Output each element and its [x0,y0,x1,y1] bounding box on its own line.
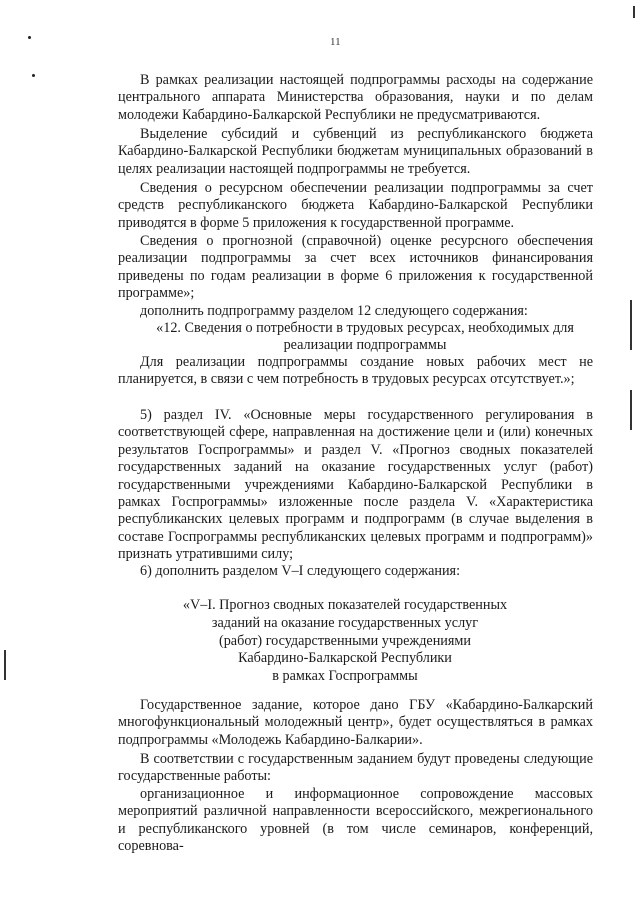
paragraph-4: Сведения о прогнозной (справочной) оценке ресурсного обеспечения реализации подпрограммы за счет всех источников финансирования приведены по годам реализации в форме 6 приложения к государственной программе»; [118,233,593,302]
scan-dot-2 [32,74,35,77]
heading-line-4: Кабардино-Балкарской Республики [238,650,452,667]
heading-line-3: (работ) государственными учреждениями [218,632,471,649]
paragraph-5: дополнить подпрограмму разделом 12 следующего содержания: [140,303,528,319]
paragraph-12: В соответствии с государственным заданием будут проведены следующие государственные работы: [118,751,593,785]
paragraph-7: Для реализации подпрограммы создание новых рабочих мест не планируется, в связи с чем потребность в трудовых ресурсах отсутствует.»; [118,354,593,388]
section-v-i-heading [150,597,540,686]
paragraph-2: Выделение субсидий и субвенций из республиканского бюджета Кабардино-Балкарской Республики бюджетам муниципальных образований в целях реализации настоящей подпрограммы не требуется. [118,126,593,177]
heading-line-5: в рамках Госпрограммы [272,668,418,685]
paragraph-8: 5) раздел IV. «Основные меры государственного регулирования в соответствующей сфере, направленная на достижение цели и (или) конечных результатов Госпрограммы» и раздел V. «Прогноз сводных показателей государственных заданий на оказание государственных услуг (работ) государственными учреждениями Кабардино-Балкарской Республики в рамках Госпрограммы» изложенные после раздела V. «Характеристика республиканских целевых программ и подпрограмм (в случае выделения в составе Госпрограммы республиканских целевых программ и подпрограмм)» признать утратившими силу; [118,407,593,563]
heading-line-1: «V–I. Прогноз сводных показателей государственных [182,597,508,613]
scan-edge-1 [630,300,632,350]
scan-edge-2 [630,390,632,430]
paragraph-13: организационное и информационное сопровождение массовых мероприятий различной направленности всероссийского, межрегионального и республиканского уровней (в том числе семинаров, конференций, соревнова- [118,786,593,855]
paragraph-9: 6) дополнить разделом V–I следующего содержания: [140,563,461,579]
heading-line-2: заданий на оказание государственных услуг [211,614,479,631]
scan-edge-3 [4,650,6,680]
paragraph-11: Государственное задание, которое дано ГБУ «Кабардино-Балкарский многофункциональный молодежный центр», будет осуществляться в рамках подпрограммы «Молодежь Кабардино-Балкарии». [118,697,593,748]
page-number: 11 [330,36,341,48]
scan-dot-1 [28,36,31,39]
paragraph-3: Сведения о ресурсном обеспечении реализации подпрограммы за счет средств республиканского бюджета Кабардино-Балкарской Республики приводятся в форме 5 приложения к государственной программе. [118,180,593,231]
scan-edge-4 [633,6,635,18]
paragraph-1: В рамках реализации настоящей подпрограммы расходы на содержание центрального аппарата Министерства образования, науки и по делам молодежи Кабардино-Балкарской Республики не предусматриваются. [118,72,593,123]
section-12-heading: «12. Сведения о потребности в трудовых ресурсах, необходимых для реализации подпрограммы [156,320,574,354]
